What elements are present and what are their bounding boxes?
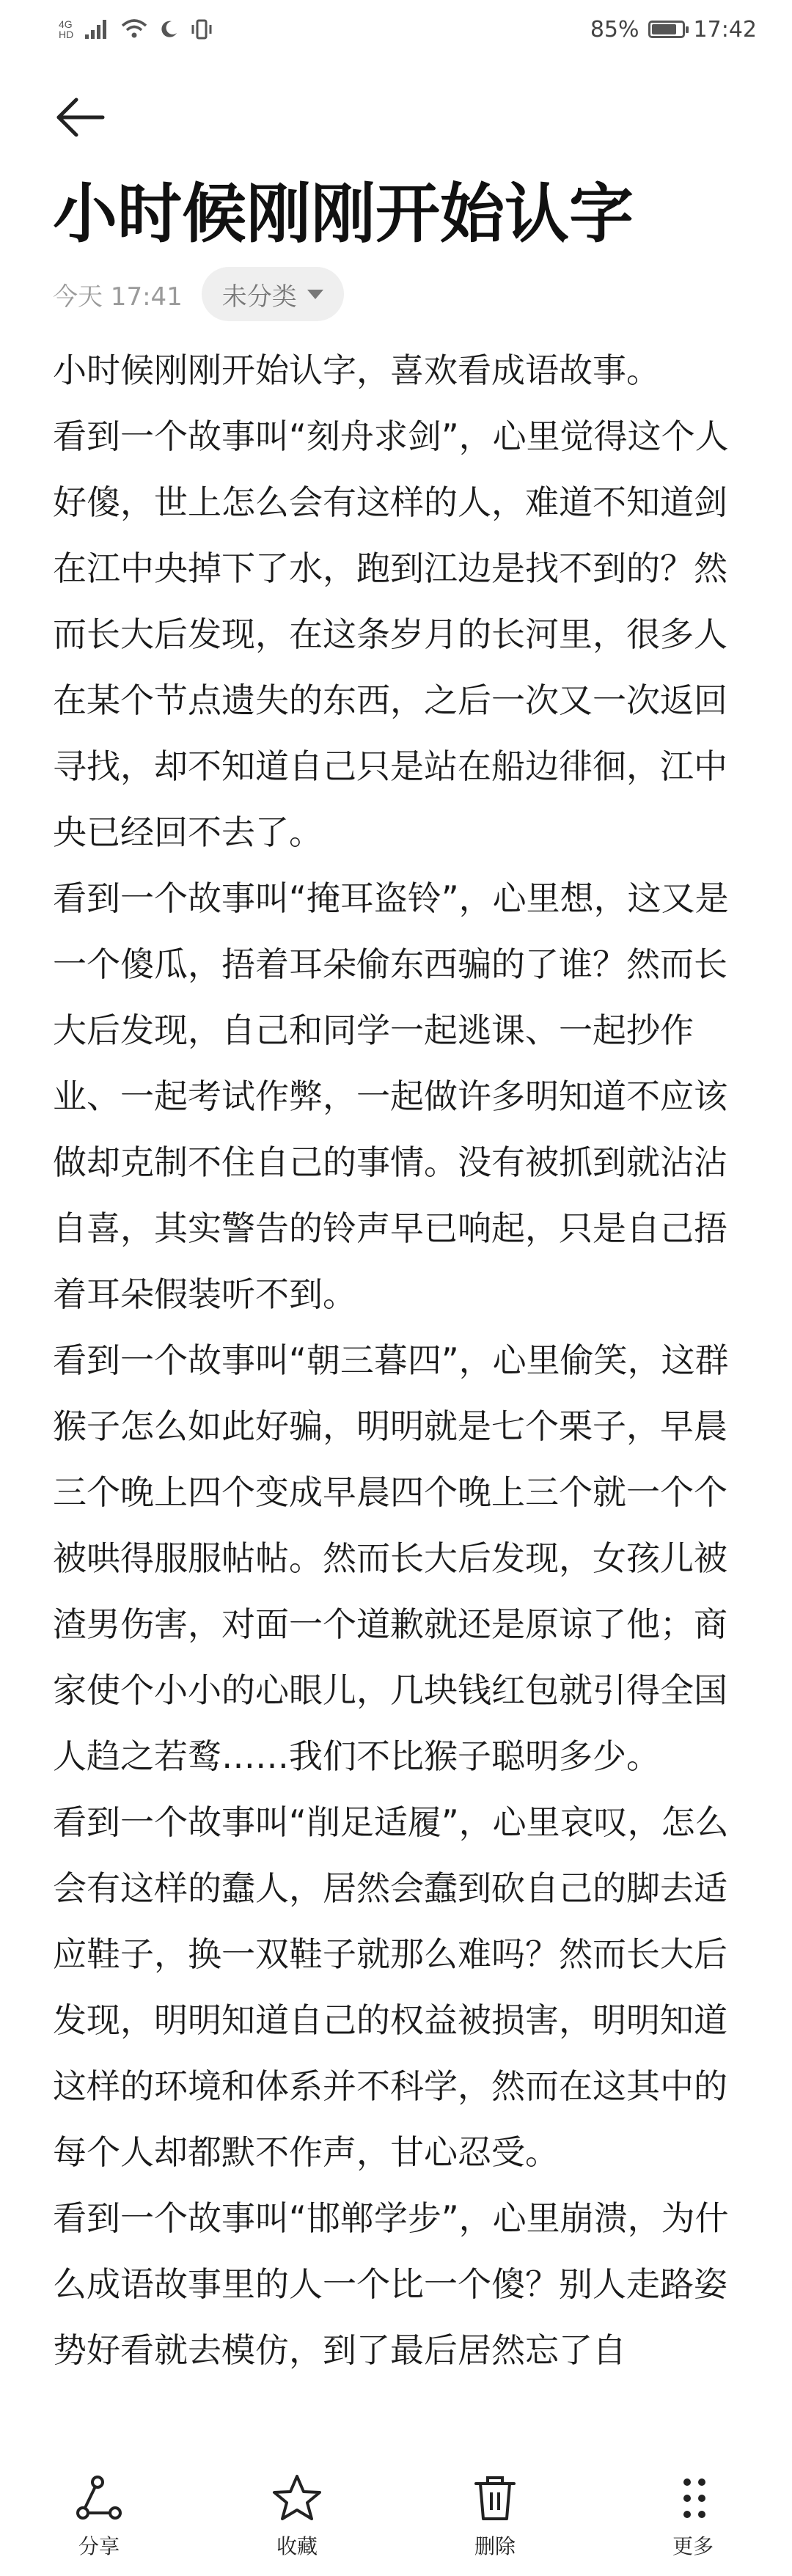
more-vertical-icon (667, 2472, 719, 2525)
note-title: 小时候刚刚开始认字 (53, 176, 634, 252)
delete-button[interactable] (422, 2472, 568, 2560)
note-paragraph: 看到一个故事叫“朝三暮四”，心里偷笑，这群猴子怎么如此好骗，明明就是七个栗子，早晨三个晚上四个变成早晨四个晚上三个就一个个被哄得服服帖帖。然而长大后发现，女孩儿被渣男伤害，对面一个道歉就还是原谅了他；商家使个小小的心眼儿，几块钱红包就引得全国人趋之若鹜……我们不比猴子聪明多少。 (53, 1340, 729, 1776)
note-paragraph: 看到一个故事叫“削足适履”，心里哀叹，怎么会有这样的蠢人，居然会蠢到砍自己的脚去适应鞋子，换一双鞋子就那么难吗？然而长大后发现，明明知道自己的权益被损害，明明知道这样的环境和体系并不科学，然而在这其中的每个人却都默不作声，甘心忍受。 (53, 1802, 729, 2172)
note-paragraph: 小时候刚刚开始认字，喜欢看成语故事。 (53, 351, 660, 390)
battery-percent: 85% (590, 16, 639, 43)
network-hd: HD (59, 29, 74, 40)
network-type (59, 19, 73, 40)
arrow-left-icon (51, 88, 110, 147)
chevron-down-icon (307, 290, 323, 299)
moon-icon (158, 19, 179, 40)
more-button[interactable] (620, 2472, 766, 2560)
status-right (590, 17, 757, 43)
category-label: 未分类 (221, 282, 297, 312)
battery-icon (648, 21, 685, 38)
favorite-button[interactable] (224, 2472, 370, 2560)
more-label: 更多 (672, 2534, 714, 2558)
wifi-icon (120, 18, 148, 40)
note-paragraph: 看到一个故事叫“邯郸学步”，心里崩溃，为什么成语故事里的人一个比一个傻？别人走路姿势好看就去模仿，到了最后居然忘了自 (53, 2198, 729, 2370)
back-button[interactable] (51, 88, 110, 147)
note-meta (53, 267, 344, 321)
network-generation: 4G (59, 18, 73, 30)
delete-label: 删除 (474, 2534, 516, 2558)
note-body[interactable] (53, 337, 739, 2383)
note-date: 今天 17:41 (53, 282, 183, 312)
trash-icon (469, 2472, 521, 2525)
status-bar (0, 0, 792, 59)
signal-icon (84, 18, 110, 40)
status-time: 17:42 (693, 16, 757, 43)
bottom-toolbar (0, 2453, 792, 2576)
status-left (59, 18, 214, 40)
star-icon (271, 2472, 323, 2525)
share-button[interactable] (26, 2472, 172, 2560)
note-paragraph: 看到一个故事叫“掩耳盗铃”，心里想，这又是一个傻瓜，捂着耳朵偷东西骗的了谁？然而长大后发现，自己和同学一起逃课、一起抄作业、一起考试作弊，一起做许多明知道不应该做却克制不住自己的事情。没有被抓到就沾沾自喜，其实警告的铃声早已响起，只是自己捂着耳朵假装听不到。 (53, 878, 729, 1314)
share-label: 分享 (78, 2534, 120, 2558)
note-paragraph: 看到一个故事叫“刻舟求剑”，心里觉得这个人好傻，世上怎么会有这样的人，难道不知道剑在江中央掉下了水，跑到江边是找不到的？然而长大后发现，在这条岁月的长河里，很多人在某个节点遗失的东西，之后一次又一次返回寻找，却不知道自己只是站在船边徘徊，江中央已经回不去了。 (53, 417, 729, 852)
share-icon (73, 2472, 125, 2525)
favorite-label: 收藏 (276, 2534, 318, 2558)
battery-fill (652, 24, 676, 34)
vibrate-icon (189, 18, 214, 40)
category-dropdown[interactable] (202, 267, 344, 321)
